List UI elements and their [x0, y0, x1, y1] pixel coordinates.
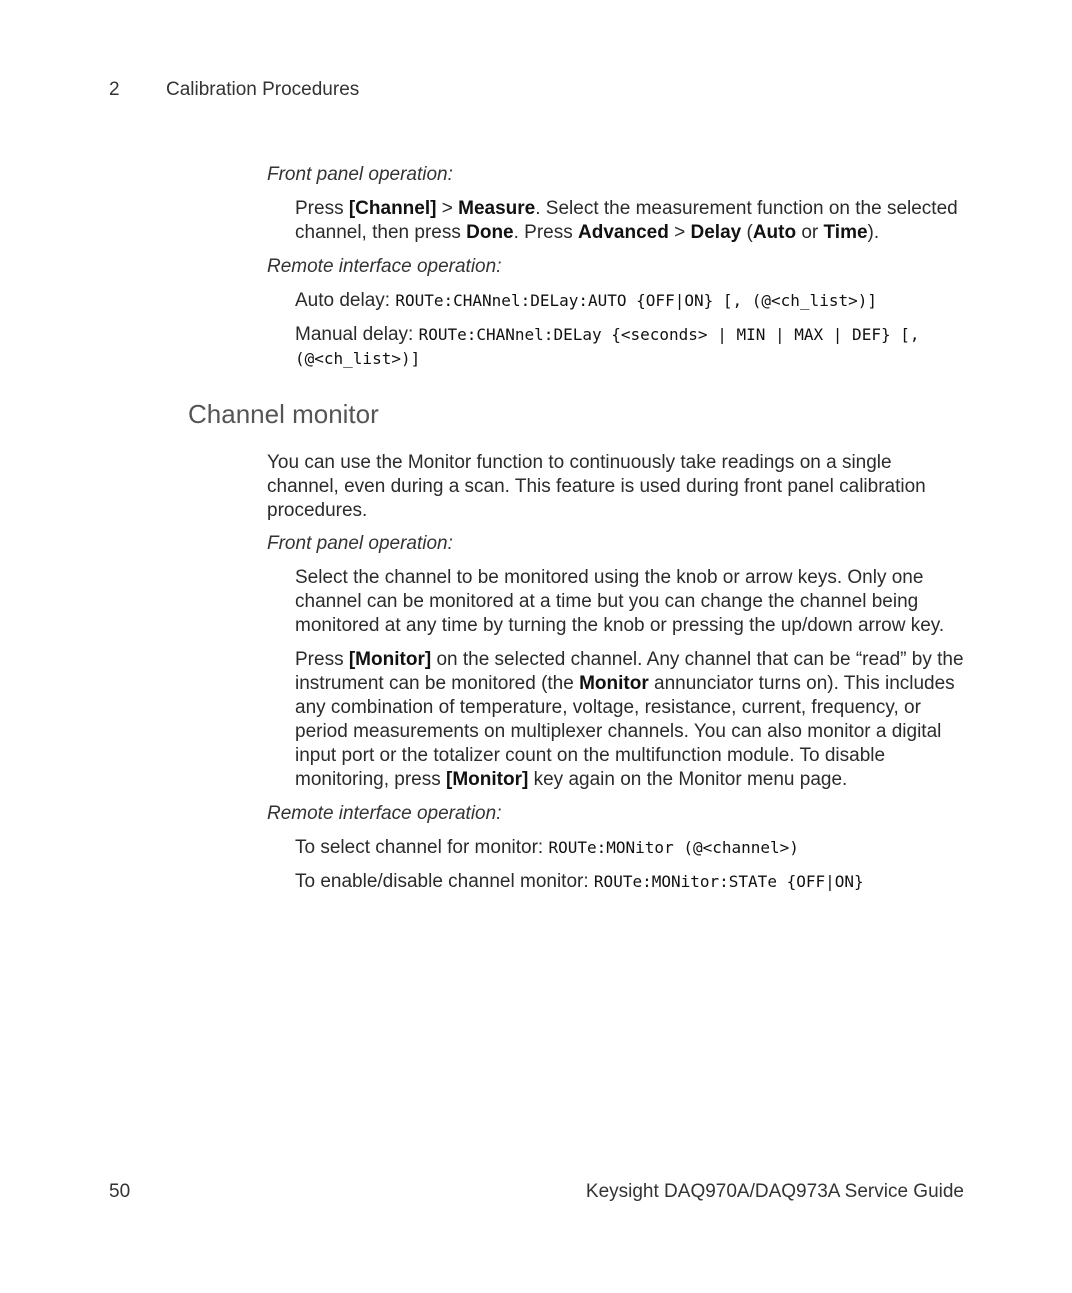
select-monitor-command: ROUTe:MONitor (@<channel>): [548, 838, 799, 857]
monitor-key: [Monitor]: [348, 649, 432, 670]
select-line-2: channel can be monitored at a time but you can change the channel being: [295, 591, 919, 612]
press-line-4: period measurements on multiplexer channels. You can also monitor a digital: [295, 721, 942, 742]
delay-front-panel-line-2: [295, 221, 879, 245]
text-run: >: [668, 222, 691, 243]
auto-softkey: Auto: [752, 222, 797, 243]
press-line-2: [295, 672, 955, 696]
section-heading-channel-monitor: Channel monitor: [188, 399, 379, 429]
time-softkey: Time: [823, 222, 868, 243]
running-header: [109, 79, 359, 101]
text-run: ).: [867, 222, 880, 243]
advanced-softkey: Advanced: [578, 222, 669, 243]
select-monitor-label: To select channel for monitor:: [295, 837, 549, 858]
front-panel-operation-label: Front panel operation:: [267, 533, 453, 554]
page-number: 50: [109, 1181, 131, 1202]
done-softkey: Done: [466, 222, 514, 243]
press-line-3: any combination of temperature, voltage, resistance, current, frequency, or: [295, 697, 921, 718]
select-monitor-line: [295, 836, 799, 860]
delay-softkey: Delay: [690, 222, 742, 243]
press-line-5: input port or the totalizer count on the multifunction module. To disable: [295, 745, 886, 766]
enable-monitor-command: ROUTe:MONitor:STATe {OFF|ON}: [593, 872, 864, 891]
text-run: key again on the Monitor menu page.: [528, 769, 848, 790]
manual-delay-line-1: [295, 323, 919, 347]
auto-delay-line: [295, 289, 877, 313]
auto-delay-label: Auto delay:: [295, 290, 396, 311]
text-run: or: [796, 222, 824, 243]
chapter-number: 2: [109, 79, 120, 100]
text-run: . Press: [513, 222, 579, 243]
text-run: . Select the measurement function on the selected: [535, 198, 958, 219]
select-line-3: monitored at any time by turning the knob or pressing the up/down arrow key.: [295, 615, 945, 636]
text-run: (: [741, 222, 753, 243]
channel-key: [Channel]: [348, 198, 437, 219]
text-run: Press: [295, 198, 349, 219]
intro-line-3: procedures.: [267, 500, 368, 521]
text-run: >: [436, 198, 459, 219]
guide-title: Keysight DAQ970A/DAQ973A Service Guide: [585, 1181, 964, 1202]
delay-front-panel-line-1: [295, 197, 958, 221]
press-line-6: [295, 768, 847, 792]
auto-delay-command: ROUTe:CHANnel:DELay:AUTO {OFF|ON} [, (@<ch_list>)]: [395, 291, 877, 310]
manual-delay-command: ROUTe:CHANnel:DELay {<seconds> | MIN | MAX | DEF} [,: [418, 325, 920, 344]
manual-delay-label: Manual delay:: [295, 324, 419, 345]
enable-monitor-label: To enable/disable channel monitor:: [295, 871, 594, 892]
manual-delay-line-2: [295, 347, 420, 371]
press-line-1: [295, 648, 964, 672]
text-run: on the selected channel. Any channel that can be “read” by the: [431, 649, 964, 670]
remote-interface-operation-label: Remote interface operation:: [267, 256, 502, 277]
measure-softkey: Measure: [458, 198, 536, 219]
monitor-annunciator: Monitor: [579, 673, 649, 694]
text-run: annunciator turns on). This includes: [648, 673, 955, 694]
intro-line-1: You can use the Monitor function to continuously take readings on a single: [267, 452, 892, 473]
remote-interface-operation-label: Remote interface operation:: [267, 803, 502, 824]
monitor-key: [Monitor]: [446, 769, 529, 790]
front-panel-operation-label: Front panel operation:: [267, 164, 453, 185]
text-run: channel, then press: [295, 222, 467, 243]
intro-line-2: channel, even during a scan. This feature is used during front panel calibration: [267, 476, 926, 497]
text-run: Press: [295, 649, 349, 670]
manual-delay-command-continued: (@<ch_list>)]: [295, 349, 421, 368]
text-run: instrument can be monitored (the: [295, 673, 580, 694]
chapter-title: Calibration Procedures: [166, 79, 360, 100]
enable-monitor-line: [295, 870, 864, 894]
select-line-1: Select the channel to be monitored using the knob or arrow keys. Only one: [295, 567, 924, 588]
text-run: monitoring, press: [295, 769, 447, 790]
